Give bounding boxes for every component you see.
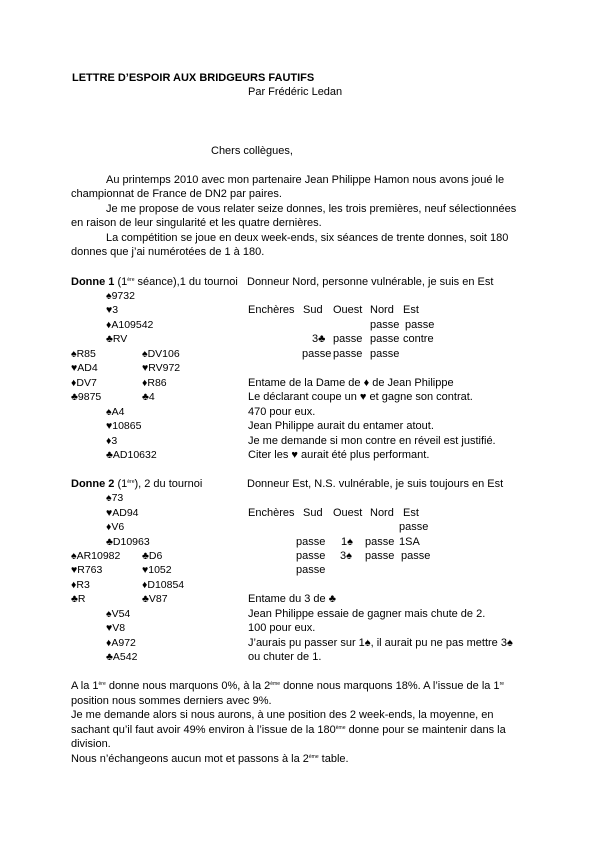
auction-bid: passe <box>399 521 429 533</box>
comment-line: Citer les ♥ aurait été plus performant. <box>248 449 430 461</box>
comment-line: 470 pour eux. <box>248 406 316 418</box>
hand-suit: ♠9732 <box>106 290 135 302</box>
hand-suit: ♥R763 <box>71 564 103 576</box>
hand-suit: ♥RV972 <box>142 362 181 374</box>
hand-suit: ♣9875 <box>71 391 102 403</box>
auction-bid: passe <box>370 319 400 331</box>
hand-suit: ♣RV <box>106 333 128 345</box>
comment-line: Je me demande si mon contre en réveil est justifié. <box>248 435 496 447</box>
comment-line: ou chuter de 1. <box>248 651 322 663</box>
hand-suit: ♥V8 <box>106 622 126 634</box>
hand-suit: ♥3 <box>106 304 119 316</box>
comment-line: Le déclarant coupe un ♥ et gagne son contrat. <box>248 391 473 403</box>
auction-header-west: Ouest <box>333 304 363 316</box>
intro-line: Je me propose de vous relater seize donnes, les trois premières, neuf sélectionnées <box>106 203 517 215</box>
deal-2-heading: Donne 2 (1ère), 2 du tournoi <box>71 478 203 490</box>
auction-bid: 3♠ <box>340 550 352 562</box>
auction-bid: passe <box>333 333 363 345</box>
deal-2-dealer-info: Donneur Est, N.S. vulnérable, je suis toujours en Est <box>247 478 504 490</box>
author-line: Par Frédéric Ledan <box>248 86 343 98</box>
auction-bid: passe <box>296 536 326 548</box>
auction-header-east: Est <box>403 507 419 519</box>
hand-suit: ♣R <box>71 593 86 605</box>
auction-bid: passe <box>302 348 332 360</box>
closing-line: position nous sommes derniers avec 9%. <box>71 695 272 707</box>
hand-suit: ♦A109542 <box>106 319 154 331</box>
document-title: LETTRE D’ESPOIR AUX BRIDGEURS FAUTIFS <box>72 72 315 84</box>
hand-suit: ♣4 <box>142 391 155 403</box>
comment-line: Entame du 3 de ♣ <box>248 593 336 605</box>
intro-line: championnat de France de DN2 par paires. <box>71 188 282 200</box>
salutation: Chers collègues, <box>211 145 293 157</box>
hand-suit: ♦3 <box>106 435 118 447</box>
hand-suit: ♦DV7 <box>71 377 97 389</box>
closing-line: sachant qu’il faut avoir 49% environ à l’issue de la 180ème donne pour se maintenir dans la <box>71 724 506 736</box>
intro-line: La compétition se joue en deux week-ends, six séances de trente donnes, soit 180 <box>106 232 509 244</box>
intro-line: en raison de leur singularité et les quatre dernières. <box>71 217 322 229</box>
hand-suit: ♣D6 <box>142 550 163 562</box>
auction-bid: 3♣ <box>312 333 326 345</box>
auction-label: Enchères <box>248 507 295 519</box>
hand-suit: ♠AR10982 <box>71 550 121 562</box>
hand-suit: ♠DV106 <box>142 348 180 360</box>
auction-bid: passe <box>405 319 435 331</box>
comment-line: Jean Philippe aurait du entamer atout. <box>248 420 434 432</box>
deal-1-heading: Donne 1 (1ère séance),1 du tournoi <box>71 276 238 288</box>
auction-bid: passe <box>296 564 326 576</box>
auction-header-west: Ouest <box>333 507 363 519</box>
auction-bid: contre <box>403 333 434 345</box>
hand-suit: ♠73 <box>106 492 124 504</box>
hand-suit: ♦R3 <box>71 579 90 591</box>
intro-line: donnes que j’ai numérotées de 1 à 180. <box>71 246 265 258</box>
auction-label: Enchères <box>248 304 295 316</box>
auction-bid: passe <box>365 536 395 548</box>
auction-header-east: Est <box>403 304 419 316</box>
intro-line: Au printemps 2010 avec mon partenaire Jean Philippe Hamon nous avons joué le <box>106 174 505 186</box>
auction-bid: 1SA <box>399 536 420 548</box>
hand-suit: ♣AD10632 <box>106 449 157 461</box>
hand-suit: ♦V6 <box>106 521 125 533</box>
hand-suit: ♠V54 <box>106 608 131 620</box>
auction-header-south: Sud <box>303 304 323 316</box>
deal-1-number: Donne 1 <box>71 276 115 288</box>
deal-1-dealer-info: Donneur Nord, personne vulnérable, je suis en Est <box>247 276 494 288</box>
auction-bid: passe <box>370 348 400 360</box>
hand-suit: ♥10865 <box>106 420 142 432</box>
hand-suit: ♥AD94 <box>106 507 139 519</box>
deal-2-number: Donne 2 <box>71 478 115 490</box>
comment-line: Jean Philippe essaie de gagner mais chute de 2. <box>248 608 486 620</box>
hand-suit: ♣A542 <box>106 651 138 663</box>
closing-line: A la 1ère donne nous marquons 0%, à la 2ème donne nous marquons 18%. A l’issue de la 1re <box>71 680 505 692</box>
closing-line: division. <box>71 738 111 750</box>
auction-bid: passe <box>370 333 400 345</box>
hand-suit: ♠A4 <box>106 406 125 418</box>
auction-bid: passe <box>365 550 395 562</box>
auction-bid: passe <box>401 550 431 562</box>
auction-bid: passe <box>333 348 363 360</box>
auction-bid: 1♠ <box>341 536 353 548</box>
comment-line: J’aurais pu passer sur 1♠, il aurait pu ne pas mettre 3♠ <box>248 637 513 649</box>
comment-line: Entame de la Dame de ♦ de Jean Philippe <box>248 377 454 389</box>
hand-suit: ♥1052 <box>142 564 172 576</box>
closing-line: Nous n’échangeons aucun mot et passons à la 2ème table. <box>71 753 349 765</box>
auction-header-south: Sud <box>303 507 323 519</box>
comment-line: 100 pour eux. <box>248 622 316 634</box>
hand-suit: ♦R86 <box>142 377 167 389</box>
hand-suit: ♣D10963 <box>106 536 150 548</box>
closing-line: Je me demande alors si nous aurons, à une position des 2 week-ends, la moyenne, en <box>71 709 494 721</box>
hand-suit: ♠R85 <box>71 348 96 360</box>
hand-suit: ♦A972 <box>106 637 136 649</box>
hand-suit: ♦D10854 <box>142 579 185 591</box>
hand-suit: ♣V87 <box>142 593 168 605</box>
auction-header-north: Nord <box>370 507 394 519</box>
auction-bid: passe <box>296 550 326 562</box>
hand-suit: ♥AD4 <box>71 362 98 374</box>
auction-header-north: Nord <box>370 304 394 316</box>
